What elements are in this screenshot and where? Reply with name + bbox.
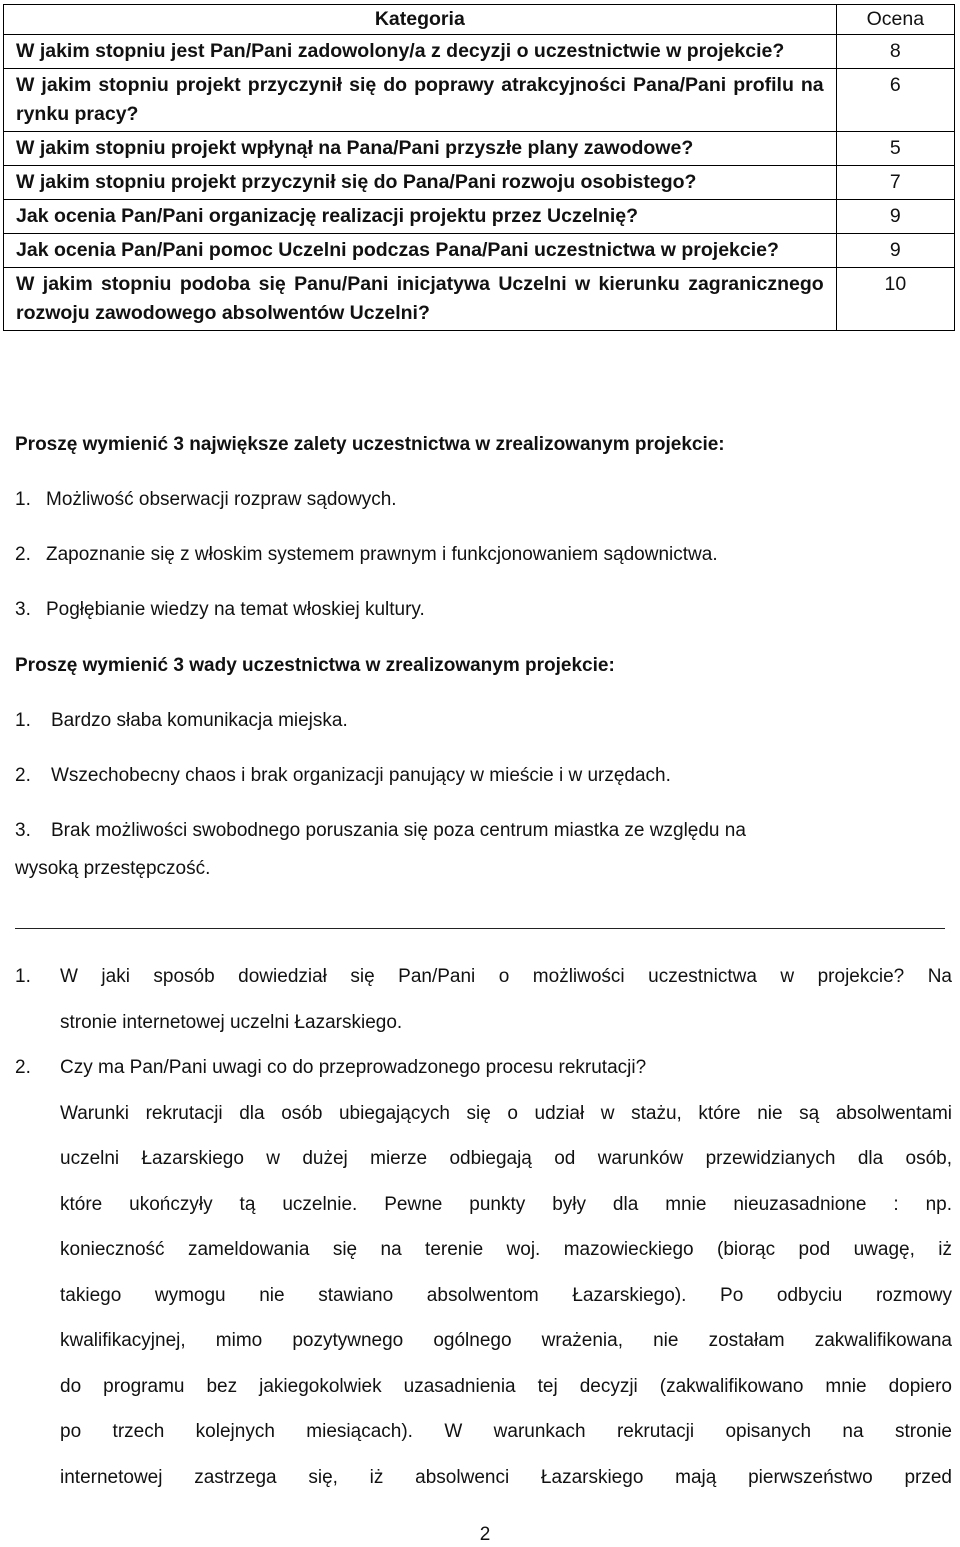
question-1-answer: stronie internetowej uczelni Łazarskiego. bbox=[60, 1011, 403, 1033]
answer-line: kwalifikacyjnej, mimo pozytywnego ogólnego wrażenia, nie zostałam zakwalifikowana bbox=[60, 1330, 952, 1351]
question-cell: W jakim stopniu projekt wpłynął na Pana/Pani przyszłe plany zawodowe? bbox=[4, 132, 837, 166]
question-cell: W jakim stopniu podoba się Panu/Pani inicjatywa Uczelni w kierunku zagranicznego rozwoju zawodowego absolwentów Uczelni? bbox=[4, 268, 837, 331]
answer-line: internetowej zastrzega się, iż absolwenci Łazarskiego mają pierwszeństwo przed bbox=[60, 1466, 952, 1488]
table-row bbox=[4, 166, 955, 200]
disadvantage-item bbox=[15, 710, 348, 732]
question-cell: W jakim stopniu projekt przyczynił się do Pana/Pani rozwoju osobistego? bbox=[4, 166, 837, 200]
answer-line: konieczność zameldowania się na terenie woj. mazowieckiego (biorąc pod uwagę, iż bbox=[60, 1239, 952, 1260]
answer-line: do programu bez jakiegokolwiek uzasadnienia tej decyzji (zakwalifikowano mnie dopiero bbox=[60, 1375, 952, 1397]
list-text: Bardzo słaba komunikacja miejska. bbox=[51, 710, 348, 731]
question-cell: Jak ocenia Pan/Pani organizację realizacji projektu przez Uczelnię? bbox=[4, 200, 837, 234]
column-header-score: Ocena bbox=[836, 5, 954, 35]
list-text: Pogłębianie wiedzy na temat włoskiej kultury. bbox=[46, 599, 425, 620]
score-cell: 5 bbox=[836, 132, 954, 166]
advantages-heading: Proszę wymienić 3 największe zalety uczestnictwa w zrealizowanym projekcie: bbox=[15, 434, 725, 455]
list-number: 3. bbox=[15, 820, 31, 841]
answer-line: takiego wymogu nie stawiano absolwentom Łazarskiego). Po odbyciu rozmowy bbox=[60, 1284, 952, 1306]
disadvantage-item-continuation bbox=[15, 858, 210, 880]
list-number: 3. bbox=[15, 599, 31, 620]
table-row bbox=[4, 35, 955, 69]
page-number: 2 bbox=[479, 1524, 491, 1545]
answer-line: które ukończyły tą uczelnie. Pewne punkty były dla mnie nieuzasadnione : np. bbox=[60, 1193, 952, 1215]
list-text: Brak możliwości swobodnego poruszania się poza centrum miastka ze względu na bbox=[51, 820, 746, 841]
section-divider bbox=[15, 928, 945, 929]
question-2-text: Czy ma Pan/Pani uwagi co do przeprowadzonego procesu rekrutacji? bbox=[60, 1057, 647, 1078]
question-cell: W jakim stopniu jest Pan/Pani zadowolony/a z decyzji o uczestnictwie w projekcie? bbox=[4, 35, 837, 69]
list-number: 2. bbox=[15, 765, 31, 786]
advantage-item bbox=[15, 544, 718, 566]
rating-table bbox=[3, 4, 955, 331]
score-cell: 10 bbox=[836, 268, 954, 331]
column-header-category: Kategoria bbox=[4, 5, 837, 35]
disadvantage-item bbox=[15, 765, 671, 787]
list-text: Możliwość obserwacji rozpraw sądowych. bbox=[46, 489, 397, 510]
table-row bbox=[4, 200, 955, 234]
table-header-row bbox=[4, 5, 955, 35]
table-row bbox=[4, 268, 955, 331]
list-text: Zapoznanie się z włoskim systemem prawnym i funkcjonowaniem sądownictwa. bbox=[46, 544, 718, 565]
question-number: 1. bbox=[15, 966, 31, 987]
question-1 bbox=[15, 954, 952, 1045]
question-cell: W jakim stopniu projekt przyczynił się do poprawy atrakcyjności Pana/Pani profilu na rynku pracy? bbox=[4, 69, 837, 132]
score-cell: 7 bbox=[836, 166, 954, 200]
score-cell: 9 bbox=[836, 200, 954, 234]
advantage-item bbox=[15, 599, 425, 621]
list-number: 1. bbox=[15, 710, 31, 731]
table-row bbox=[4, 132, 955, 166]
list-text: Wszechobecny chaos i brak organizacji panujący w mieście i w urzędach. bbox=[51, 765, 671, 786]
question-2 bbox=[15, 1045, 952, 1500]
disadvantage-item bbox=[15, 820, 746, 842]
disadvantages-heading: Proszę wymienić 3 wady uczestnictwa w zrealizowanym projekcie: bbox=[15, 655, 615, 676]
question-number: 2. bbox=[15, 1057, 31, 1078]
answer-line: uczelni Łazarskiego w dużej mierze odbiegają od warunków przewidzianych dla osób, bbox=[60, 1148, 952, 1169]
list-number: 2. bbox=[15, 544, 31, 565]
table-row bbox=[4, 69, 955, 132]
answer-line: po trzech kolejnych miesiącach). W warunkach rekrutacji opisanych na stronie bbox=[60, 1421, 952, 1442]
score-cell: 8 bbox=[836, 35, 954, 69]
question-cell: Jak ocenia Pan/Pani pomoc Uczelni podczas Pana/Pani uczestnictwa w projekcie? bbox=[4, 234, 837, 268]
advantage-item bbox=[15, 489, 397, 511]
question-1-line-1: W jaki sposób dowiedział się Pan/Pani o możliwości uczestnictwa w projekcie? Na bbox=[60, 966, 952, 987]
score-cell: 6 bbox=[836, 69, 954, 132]
score-cell: 9 bbox=[836, 234, 954, 268]
table-row bbox=[4, 234, 955, 268]
list-text: wysoką przestępczość. bbox=[15, 858, 211, 879]
answer-line: Warunki rekrutacji dla osób ubiegających się o udział w stażu, które nie są absolwentami bbox=[60, 1102, 952, 1124]
list-number: 1. bbox=[15, 489, 31, 510]
